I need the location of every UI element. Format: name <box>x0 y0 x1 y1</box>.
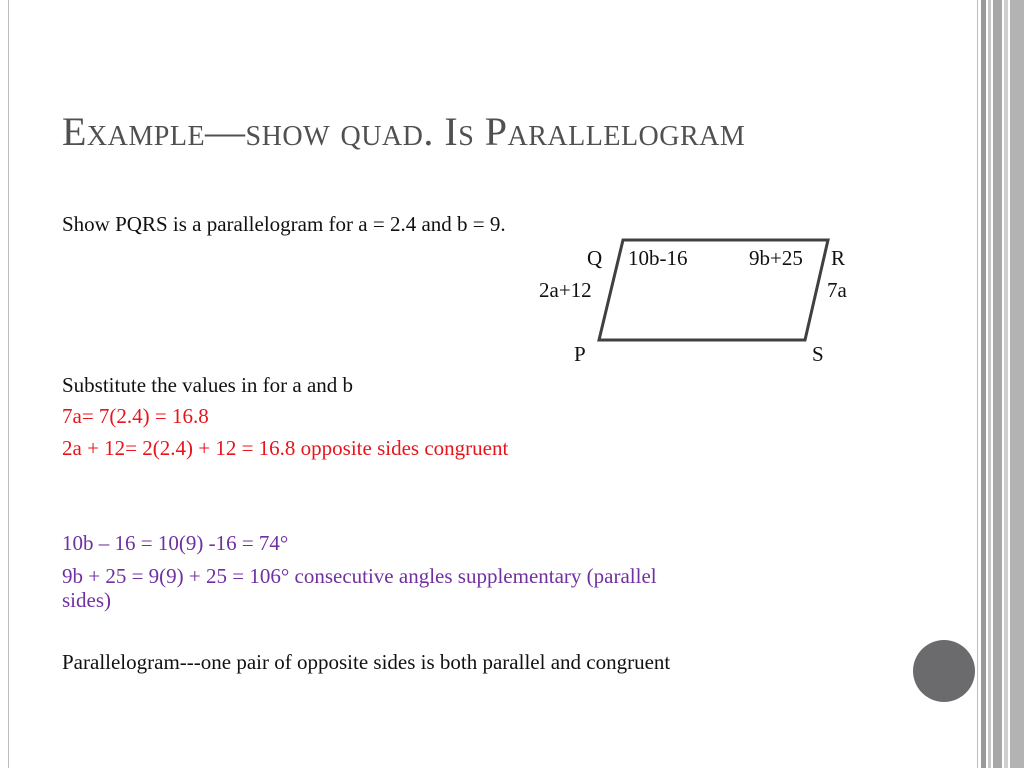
angles-line-2-cont: sides) <box>62 588 111 612</box>
angle-r-label: 9b+25 <box>749 246 803 270</box>
vertex-r-label: R <box>831 246 846 270</box>
decor-bar <box>1004 0 1008 768</box>
conclusion-text: Parallelogram---one pair of opposite sides is both parallel and congruent <box>62 650 671 674</box>
substitute-text: Substitute the values in for a and b <box>62 373 354 397</box>
slide-title: Example—show quad. Is Parallelogram <box>62 109 746 154</box>
side-left-label: 2a+12 <box>539 278 592 302</box>
decor-bar <box>1010 0 1024 768</box>
decor-bar <box>981 0 986 768</box>
angles-line-1: 10b – 16 = 10(9) -16 = 74° <box>62 531 289 555</box>
side-right-label: 7a <box>827 278 847 302</box>
angle-q-label: 10b-16 <box>628 246 688 270</box>
intro-text: Show PQRS is a parallelogram for a = 2.4 and b = 9. <box>62 212 506 236</box>
decor-circle <box>913 640 975 702</box>
decor-bar <box>993 0 1002 768</box>
vertex-p-label: P <box>574 342 586 366</box>
decor-bar <box>988 0 991 768</box>
sides-line-2: 2a + 12= 2(2.4) + 12 = 16.8 opposite sides congruent <box>62 436 509 460</box>
vertex-s-label: S <box>812 342 824 366</box>
sides-line-1: 7a= 7(2.4) = 16.8 <box>62 404 209 428</box>
vertex-q-label: Q <box>587 246 603 270</box>
angles-line-2: 9b + 25 = 9(9) + 25 = 106° consecutive angles supplementary (parallel <box>62 564 657 588</box>
